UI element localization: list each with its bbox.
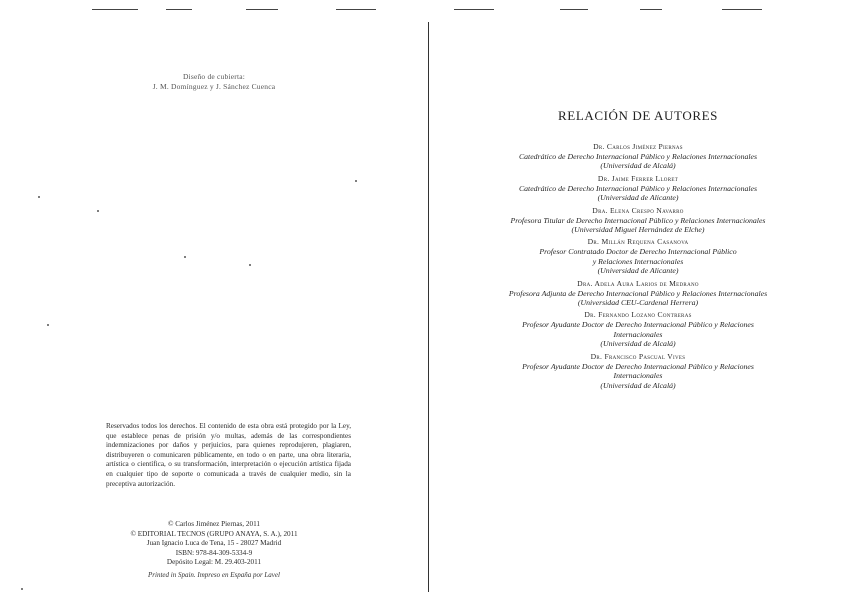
design-credit-label: Diseño de cubierta: — [182, 72, 246, 81]
author-role: Profesora Adjunta de Derecho Internacional Público y Relaciones Internacionales — [508, 288, 768, 298]
scan-speck — [47, 324, 49, 326]
author-name: Dr. Carlos Jiménez Piernas — [593, 142, 683, 151]
author-affiliation: (Universidad de Alcalá) — [600, 339, 676, 349]
author-role: Catedrático de Derecho Internacional Público y Relaciones Internacionales — [518, 183, 758, 193]
author-name: Dra. Adela Aura Larios de Medrano — [577, 278, 699, 288]
imprint-publisher-copyright: © EDITORIAL TECNOS (GRUPO ANAYA, S. A.), 2011 — [130, 529, 298, 538]
design-credit — [0, 72, 428, 92]
imprint-address: Juan Ignacio Luca de Tena, 15 - 28027 Madrid — [146, 539, 282, 548]
scan-speck — [184, 256, 186, 258]
author-entry — [428, 310, 848, 348]
author-entry — [428, 206, 848, 235]
scan-speck — [249, 264, 251, 266]
author-role-continued: Internacionales — [613, 371, 663, 381]
author-name: Dr. Fernando Lozano Contreras — [584, 310, 692, 320]
author-affiliation: (Universidad Miguel Hernández de Elche) — [571, 225, 705, 235]
scan-speck — [97, 210, 99, 212]
page-title: RELACIÓN DE AUTORES — [558, 108, 718, 123]
author-affiliation: (Universidad de Alicante) — [597, 193, 679, 203]
author-name: Dr. Francisco Pascual Vives — [590, 351, 686, 361]
author-entry — [428, 174, 848, 203]
author-affiliation: (Universidad de Alcalá) — [600, 380, 676, 390]
author-role-continued: y Relaciones Internacionales — [592, 256, 684, 266]
author-affiliation: (Universidad de Alcalá) — [600, 161, 676, 171]
author-entry — [428, 279, 848, 308]
imprint-block — [0, 520, 428, 568]
author-name: Dra. Elena Crespo Navarro — [592, 205, 684, 215]
imprint-legal-deposit: Depósito Legal: M. 29.403-2011 — [166, 558, 262, 567]
copyright-notice: Reservados todos los derechos. El contenido de esta obra está protegido por la Ley, que establece penas de prisión y/o multas, además de las correspondientes indemnizaciones por daños y perjuicios, para quienes reprodujeren, plagiaren, distribuyeren o comunicaren públicamente, en todo o en parte, una obra literaria, artística o científica, o su transformación, interpretación o ejecución artística fijada en cualquier tipo de soporte o comunicada a través de cualquier medio, sin la preceptiva autorización. — [106, 422, 351, 488]
author-role-continued: Internacionales — [613, 329, 663, 339]
scan-speck — [21, 588, 23, 590]
author-role: Catedrático de Derecho Internacional Público y Relaciones Internacionales — [518, 152, 758, 161]
author-entry — [428, 352, 848, 390]
author-role: Profesor Ayudante Doctor de Derecho Internacional Público y Relaciones — [522, 361, 754, 371]
right-page — [428, 0, 848, 599]
printed-in-line: Printed in Spain. Impreso en España por Lavel — [148, 571, 280, 579]
author-name: Dr. Jaime Ferrer Lloret — [597, 173, 679, 183]
scan-speck — [355, 180, 357, 182]
author-entry — [428, 142, 848, 171]
author-name: Dr. Millán Requena Casanova — [587, 237, 689, 247]
author-role: Profesora Titular de Derecho Internacional Público y Relaciones Internacionales — [510, 215, 766, 225]
imprint-isbn: ISBN: 978-84-309-5334-9 — [175, 548, 253, 557]
imprint-author-copyright: © Carlos Jiménez Piernas, 2011 — [167, 520, 261, 528]
author-role: Profesor Contratado Doctor de Derecho Internacional Público — [539, 247, 737, 257]
design-credit-names: J. M. Domínguez y J. Sánchez Cuenca — [152, 82, 276, 91]
scan-speck — [38, 196, 40, 198]
author-role: Profesor Ayudante Doctor de Derecho Internacional Público y Relaciones — [522, 320, 754, 330]
author-affiliation: (Universidad de Alicante) — [597, 266, 679, 276]
author-affiliation: (Universidad CEU-Cardenal Herrera) — [577, 298, 699, 308]
author-entry — [428, 237, 848, 275]
author-list — [428, 142, 848, 393]
